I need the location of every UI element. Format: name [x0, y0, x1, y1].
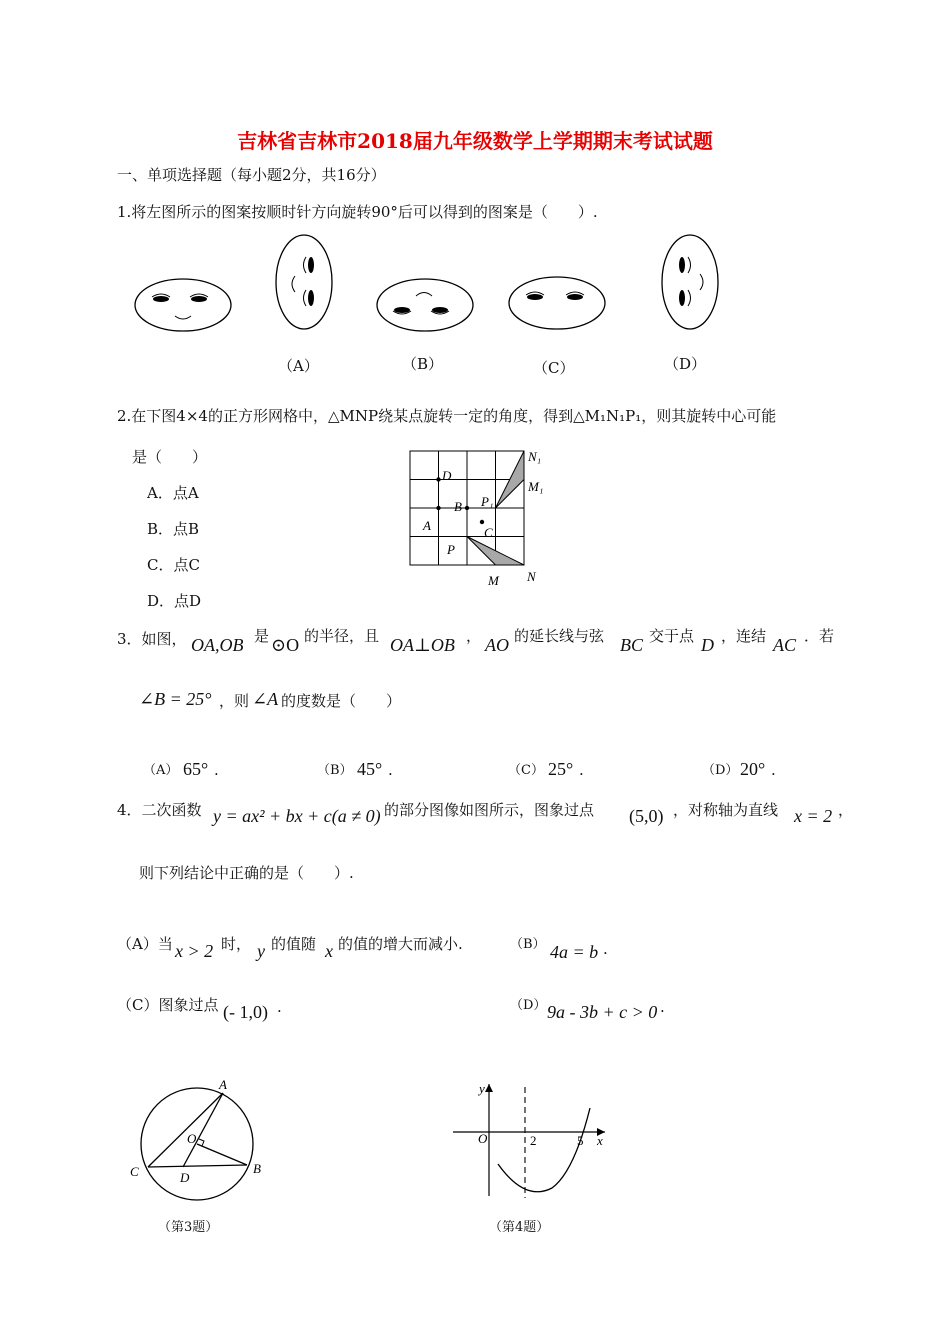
q2-option-c: C．点C — [147, 556, 200, 574]
label-b: B — [454, 499, 462, 514]
label-m: M — [488, 573, 499, 588]
fig4-label-y: y — [479, 1081, 485, 1096]
q4-option-c-math: (- 1,0) — [223, 1002, 268, 1022]
q3-math-angle-a: ∠A — [252, 689, 279, 709]
fig3-label-b: B — [253, 1161, 261, 1176]
fig3-caption: （第3题） — [158, 1220, 219, 1235]
q4-line-2: 则下列结论中正确的是（ ）. — [139, 864, 354, 882]
question-2-text: 2.在下图4×4的正方形网格中，△MNP绕某点旋转一定的角度，得到△M₁N₁P₁，则其旋转中心可能 — [117, 407, 777, 425]
q2-option-d: D．点D — [147, 592, 202, 610]
q4-option-d-label: （D） — [510, 998, 547, 1013]
q3-math-circle: ⊙O — [271, 635, 300, 655]
label-n: N — [527, 569, 536, 584]
q4-text-1: 的部分图像如图所示，图象过点 — [384, 801, 595, 819]
fig4-label-2: 2 — [530, 1133, 537, 1148]
q3-option-d-label: （D） — [702, 763, 739, 778]
fig4-label-x: x — [597, 1133, 603, 1148]
section-heading: 一、单项选择题（每小题2分，共16分） — [117, 166, 386, 184]
q4-text-2: ，对称轴为直线 — [673, 801, 779, 819]
q3-text-5: 交于点 — [649, 627, 695, 645]
q4-option-a-math-1: x > 2 — [175, 941, 214, 961]
fig4-label-5: 5 — [577, 1133, 584, 1148]
q3-text-6: ，连结 — [721, 627, 767, 645]
q4-text-3: ， — [838, 801, 854, 819]
page-title: 吉林省吉林市2018届九年级数学上学期期末考试试题 — [237, 129, 713, 153]
q3-math-angle-b: ∠B = 25° — [139, 689, 212, 709]
q1-option-c: （C） — [533, 359, 575, 377]
q3-math-bc: BC — [620, 635, 644, 655]
q4-option-a-math-3: x — [325, 941, 333, 961]
question-1-text: 1.将左图所示的图案按顺时针方向旋转90°后可以得到的图案是（ ）. — [117, 203, 598, 221]
q4-option-c-end: . — [277, 998, 282, 1016]
label-p1: P₁ — [481, 494, 494, 509]
fig3-label-o: O — [187, 1131, 197, 1146]
q3-option-d-value: 20° — [740, 759, 766, 779]
label-m1: M₁ — [528, 479, 544, 494]
q4-option-b-math: 4a = b — [550, 942, 599, 962]
label-a: A — [423, 518, 431, 533]
fig4-label-o: O — [478, 1131, 488, 1146]
q2-option-a: A．点A — [147, 484, 199, 502]
q3-option-d-end: . — [771, 761, 776, 779]
q4-option-d-end: . — [660, 998, 665, 1016]
q3-math-ao: AO — [485, 635, 509, 655]
fig3-label-d: D — [180, 1170, 190, 1185]
label-p: P — [447, 542, 455, 557]
label-d: D — [442, 468, 452, 483]
q1-option-d: （D） — [664, 355, 707, 373]
q4-math-point: (5,0) — [629, 806, 664, 826]
fig3-label-c: C — [130, 1164, 139, 1179]
q4-option-b-label: （B） — [510, 937, 546, 952]
q1-option-b: （B） — [402, 355, 444, 373]
q3-text-9: 的度数是（ ） — [281, 692, 402, 710]
q3-option-c-value: 25° — [548, 759, 574, 779]
q3-text-1: 是 — [254, 627, 270, 645]
q4-option-a-text-2: 的值随 — [271, 935, 317, 953]
q3-text-7: ．若 — [804, 627, 835, 645]
q4-option-a-label: （A）当 — [117, 935, 173, 953]
q1-option-a: （A） — [278, 357, 319, 375]
label-c: C — [484, 525, 493, 540]
q3-option-c-end: . — [579, 761, 584, 779]
q3-math-d: D — [701, 635, 714, 655]
label-n1: N₁ — [528, 449, 542, 464]
q3-option-c-label: （C） — [508, 763, 544, 778]
q4-num: 4．二次函数 — [117, 801, 202, 819]
q3-math-perp: OA⊥OB — [390, 635, 455, 655]
q4-option-c-label: （C）图象过点 — [117, 996, 219, 1014]
q3-option-a-label: （A） — [143, 763, 179, 778]
q4-option-a-text-1: 时， — [221, 935, 252, 953]
q3-math-oaob: OA,OB — [191, 635, 244, 655]
q2-option-b: B．点B — [147, 520, 200, 538]
q4-math-equation: y = ax² + bx + c(a ≠ 0) — [213, 806, 381, 826]
q3-text-4: 的延长线与弦 — [514, 627, 605, 645]
q3-option-a-value: 65° — [183, 759, 209, 779]
q3-option-b-end: . — [388, 761, 393, 779]
q3-option-a-end: . — [214, 761, 219, 779]
q4-option-d-math: 9a - 3b + c > 0 — [547, 1002, 658, 1022]
q3-text-2: 的半径，且 — [304, 627, 380, 645]
q3-text-8: ，则 — [219, 692, 250, 710]
q4-option-a-math-2: y — [257, 941, 265, 961]
question-2-text-cont: 是（ ） — [132, 448, 208, 466]
q3-option-b-value: 45° — [357, 759, 383, 779]
q4-math-axis: x = 2 — [794, 806, 833, 826]
q3-num: 3．如图， — [117, 630, 187, 648]
q4-option-a-text-3: 的值的增大而减小. — [338, 935, 463, 953]
fig4-caption: （第4题） — [489, 1220, 550, 1235]
q3-math-ac: AC — [773, 635, 797, 655]
fig3-label-a: A — [219, 1077, 227, 1092]
q3-text-3: ， — [466, 627, 482, 645]
q3-option-b-label: （B） — [317, 763, 353, 778]
q4-option-b-end: . — [603, 940, 608, 958]
